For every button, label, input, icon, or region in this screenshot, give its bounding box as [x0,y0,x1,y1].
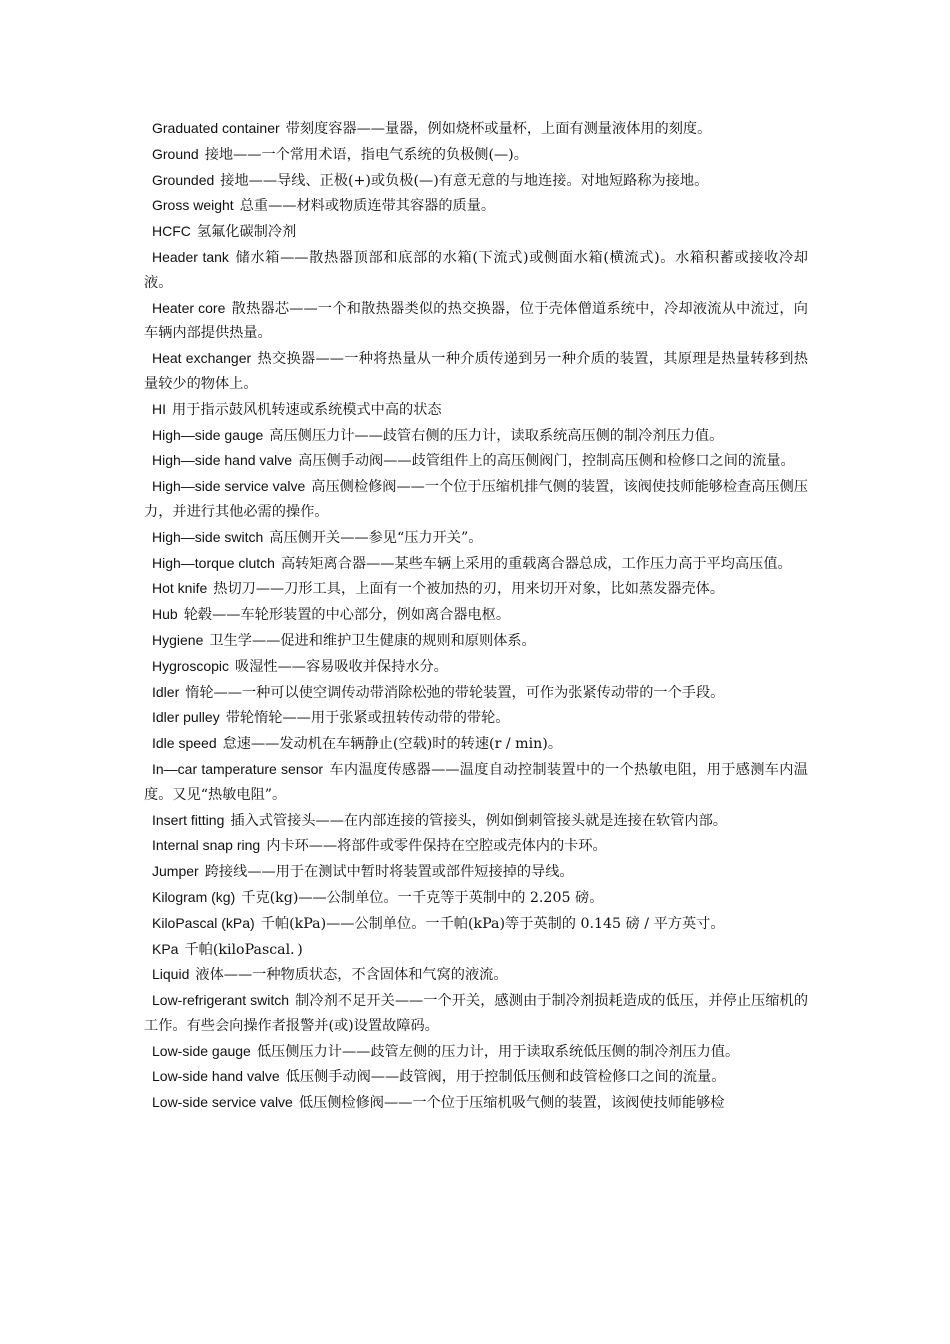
glossary-definition: 总重——材料或物质连带其容器的质量。 [239,198,496,215]
glossary-entry [144,346,808,397]
glossary-entry [144,962,808,988]
glossary-entry [144,193,808,219]
glossary-term: KiloPascal (kPa) [152,914,255,931]
glossary-definition: 插入式管接头——在内部连接的管接头，例如倒刺管接头就是连接在软管内部。 [230,812,727,829]
glossary-term: Graduated container [152,120,280,136]
glossary-entry [144,423,808,449]
glossary-definition: 卫生学——促进和维护卫生健康的规则和原则体系。 [209,632,536,649]
glossary-definition: 高压侧手动阀——歧管组件上的高压侧阀门，控制高压侧和检修口之间的流量。 [298,453,795,470]
glossary-definition: 低压侧压力计——歧管左侧的压力计，用于读取系统低压侧的制冷剂压力值。 [256,1043,740,1060]
glossary-entry [144,245,808,296]
glossary-definition: 跨接线——用于在测试中暂时将装置或部件短接掉的导线。 [204,864,574,881]
glossary-definition: 带刻度容器——量器，例如烧杯或量杯，上面有测量液体用的刻度。 [285,121,712,137]
glossary-definition: 热切刀——刀形工具，上面有一个被加热的刃，用来切开对象，比如蒸发器壳体。 [213,581,725,598]
glossary-entry [144,859,808,885]
glossary-term: Header tank [152,248,229,265]
glossary-term: Idler pulley [152,709,220,726]
glossary-term: High—side gauge [152,426,264,443]
glossary-term: Internal snap ring [152,837,261,854]
glossary-entry [144,731,808,757]
glossary-entry [144,296,808,347]
glossary-entry [144,116,808,142]
glossary-definition: 高压侧压力计——歧管右侧的压力计，读取系统高压侧的制冷剂压力值。 [269,427,724,444]
glossary-definition: 高压侧检修阀——一个位于压缩机排气侧的装置，该阀使技师能够检查高压侧压力，并进行其他必需的操作。 [144,479,808,520]
glossary-definition: 低压侧检修阀——一个位于压缩机吸气侧的装置，该阀使技师能够检 [298,1095,725,1112]
glossary-definition: 轮毂——车轮形装置的中心部分，例如离合器电枢。 [183,607,511,624]
glossary-entry [144,937,808,963]
glossary-entry [144,448,808,474]
glossary-entry [144,474,808,525]
glossary-entry [144,551,808,577]
glossary-definition: 散热器芯——一个和散热器类似的热交换器，位于壳体僧道系统中，冷却液流从中流过，向车辆内部提供热量。 [144,300,808,342]
glossary-entry [144,1064,808,1090]
glossary-term: KPa [152,940,179,957]
glossary-entry [144,219,808,245]
glossary-term: Hub [152,606,178,623]
glossary-term: Heat exchanger [152,350,252,367]
glossary-term: HI [152,400,166,417]
glossary-definition: 千克(kg)——公制单位。一千克等于英制中的 2.205 磅。 [241,889,604,906]
glossary-term: HCFC [152,223,191,240]
glossary-term: Low-side hand valve [152,1068,280,1085]
glossary-term: Idle speed [152,735,217,752]
glossary-definition: 高压侧开关——参见“压力开关”。 [269,529,483,546]
glossary-entry [144,1039,808,1065]
glossary-entry [144,680,808,706]
glossary-definition: 千帕(kiloPascal．) [184,941,303,958]
glossary-term: High—side service valve [152,478,306,495]
glossary-definition: 低压侧手动阀——歧管阀，用于控制低压侧和歧管检修口之间的流量。 [285,1069,726,1086]
glossary-definition: 用于指示鼓风机转速或系统模式中高的状态 [172,401,442,418]
glossary-term: Idler [152,683,180,700]
glossary-entry [144,654,808,680]
glossary-term: Low-refrigerant switch [152,992,290,1009]
glossary-entry [144,885,808,911]
glossary-term: Heater core [152,299,226,316]
glossary-definition: 制冷剂不足开关——一个开关，感测由于制冷剂损耗造成的低压，并停止压缩机的工作。有些会向操作者报警并(或)设置故障码。 [144,993,809,1034]
glossary-term: Hygiene [152,631,204,648]
glossary-entry [144,602,808,628]
glossary-entry [144,576,808,602]
glossary-term: Jumper [152,863,199,880]
glossary-term: Low-side service valve [152,1094,293,1111]
glossary-entry [144,705,808,731]
glossary-definition: 千帕(kPa)——公制单位。一千帕(kPa)等于英制的 0.145 磅 / 平方英寸。 [260,915,725,932]
glossary-term: Kilogram (kg) [152,888,236,905]
glossary-entry [144,168,808,194]
glossary-entry [144,911,808,937]
glossary-term: Gross weight [152,197,234,214]
glossary-entry [144,988,808,1039]
glossary-term: High—side switch [152,528,264,545]
glossary-term: Grounded [152,171,215,188]
glossary-entry [144,1090,808,1116]
glossary-term: Ground [152,145,199,162]
glossary-entry [144,525,808,551]
glossary-entry [144,628,808,654]
glossary-definition: 车内温度传感器——温度自动控制装置中的一个热敏电阻，用于感测车内温度。又见“热敏电阻”。 [144,761,808,803]
glossary-term: Liquid [152,966,190,983]
glossary-term: Insert fitting [152,811,225,828]
glossary-definition: 热交换器——一种将热量从一种介质传递到另一种介质的装置，其原理是热量转移到热量较少的物体上。 [144,351,808,392]
glossary-entry [144,142,808,168]
glossary-entry [144,757,808,808]
glossary-term: Hot knife [152,580,208,597]
glossary-term: High—side hand valve [152,452,293,469]
glossary-body [144,116,808,1116]
glossary-entry [144,808,808,834]
glossary-definition: 带轮惰轮——用于张紧或扭转传动带的带轮。 [225,710,510,727]
glossary-term: Hygroscopic [152,657,230,674]
glossary-definition: 吸湿性——容易吸收并保持水分。 [235,658,448,675]
glossary-entry [144,833,808,859]
glossary-definition: 氢氟化碳制冷剂 [196,224,297,241]
glossary-definition: 接地——一个常用术语，指电气系统的负极侧(—)。 [204,146,528,163]
glossary-term: Low-side gauge [152,1042,251,1059]
glossary-term: In—car tamperature sensor [152,760,324,777]
glossary-entry [144,397,808,423]
glossary-definition: 储水箱——散热器顶部和底部的水箱(下流式)或侧面水箱(横流式)。水箱积蓄或接收冷却液。 [144,249,808,291]
glossary-definition: 接地——导线、正极(+)或负极(—)有意无意的与地连接。对地短路称为接地。 [220,172,709,189]
glossary-definition: 怠速——发动机在车辆静止(空载)时的转速(r / min)。 [222,736,563,753]
glossary-term: High—torque clutch [152,554,275,571]
glossary-definition: 液体——一种物质状态，不含固体和气窝的液流。 [195,967,508,984]
glossary-definition: 内卡环——将部件或零件保持在空腔或壳体内的卡环。 [266,838,607,855]
glossary-definition: 高转矩离合器——某些车辆上采用的重载离合器总成，工作压力高于平均高压值。 [280,555,792,572]
glossary-definition: 惰轮——一种可以使空调传动带消除松弛的带轮装置，可作为张紧传动带的一个手段。 [185,684,725,701]
